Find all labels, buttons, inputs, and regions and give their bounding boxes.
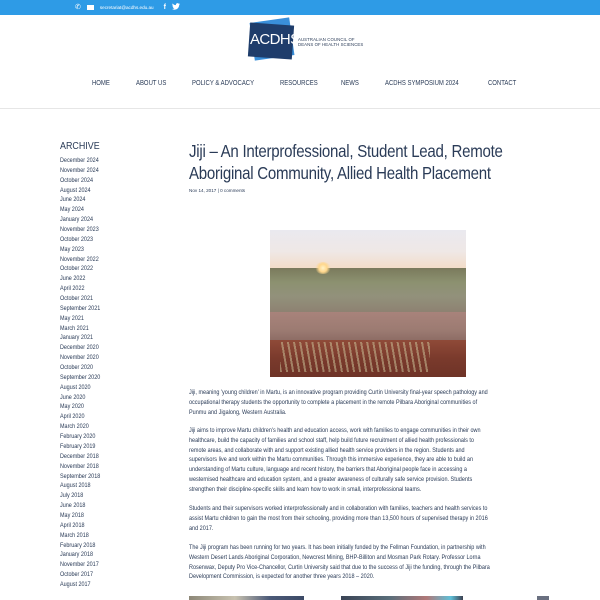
email-link[interactable]: secretariat@acdhs.edu.au bbox=[99, 5, 154, 10]
post-date: Nov 14, 2017 bbox=[189, 188, 217, 193]
archive-item bbox=[60, 156, 157, 166]
post-title-line2: Aboriginal Community, Allied Health Placement bbox=[189, 163, 491, 183]
paragraph-line: and 2017. bbox=[189, 524, 214, 532]
archive-link[interactable]: May 2023 bbox=[60, 245, 84, 253]
archive-link[interactable]: August 2017 bbox=[60, 580, 91, 588]
archive-item bbox=[60, 442, 157, 452]
paragraph-line: Western Desert Lands Aboriginal Corporation, Newcrest Mining, BHP-Billiton and Mosman Park Rotary. Professor Lorna bbox=[189, 553, 481, 561]
archive-item bbox=[60, 511, 157, 521]
archive-link[interactable]: November 2020 bbox=[60, 354, 99, 362]
archive-item bbox=[60, 531, 157, 541]
paragraph-line: occupational therapy students the opportunity to complete a placement in the remote Pilbara Aboriginal communities of bbox=[189, 398, 478, 406]
image-plain bbox=[270, 268, 466, 315]
archive-item bbox=[60, 274, 157, 284]
paragraph-line: strengthen their discipline-specific skills and learn how to work in small, interprofessional teams. bbox=[189, 485, 422, 493]
archive-link[interactable]: December 2020 bbox=[60, 344, 99, 352]
archive-link[interactable]: December 2018 bbox=[60, 452, 99, 460]
image-grass bbox=[280, 342, 430, 372]
paragraph-2 bbox=[189, 426, 549, 495]
archive-link[interactable]: February 2020 bbox=[60, 433, 96, 441]
archive-link[interactable]: June 2020 bbox=[60, 393, 86, 401]
archive-item bbox=[60, 452, 157, 462]
archive-link[interactable]: April 2018 bbox=[60, 521, 85, 529]
site-logo[interactable] bbox=[248, 20, 368, 62]
archive-item bbox=[60, 195, 157, 205]
archive-link[interactable]: June 2022 bbox=[60, 275, 86, 283]
paragraph-line: healthcare, build the capacity of families and school staff, help build future recruitment of allied health professionals to bbox=[189, 436, 474, 444]
archive-item bbox=[60, 521, 157, 531]
image-sky bbox=[270, 230, 466, 269]
archive-link[interactable]: October 2022 bbox=[60, 265, 93, 273]
archive-item bbox=[60, 462, 157, 472]
archive-link[interactable]: November 2024 bbox=[60, 166, 99, 174]
logo-tagline bbox=[298, 37, 363, 47]
archive-link[interactable]: May 2018 bbox=[60, 511, 84, 519]
paragraph-line: remote areas, and collaborate with and support existing allied health service providers in the region. Students and bbox=[189, 446, 465, 454]
archive-item bbox=[60, 412, 157, 422]
archive-link[interactable]: August 2018 bbox=[60, 482, 91, 490]
archive-item bbox=[60, 472, 157, 482]
archive-item bbox=[60, 402, 157, 412]
archive-link[interactable]: May 2020 bbox=[60, 403, 84, 411]
archive-item bbox=[60, 264, 157, 274]
paragraph-line: westernised healthcare and education system, and a greater awareness of culturally safe service provision. Students bbox=[189, 475, 473, 483]
archive-item bbox=[60, 393, 157, 403]
archive-link[interactable]: January 2018 bbox=[60, 551, 93, 559]
archive-item bbox=[60, 215, 157, 225]
archive-item bbox=[60, 294, 157, 304]
archive-item bbox=[60, 255, 157, 265]
archive-link[interactable]: March 2018 bbox=[60, 531, 89, 539]
archive-item bbox=[60, 580, 157, 590]
archive-item bbox=[60, 383, 157, 393]
archive-sidebar bbox=[60, 140, 170, 590]
archive-link[interactable]: February 2019 bbox=[60, 442, 96, 450]
logo-acronym: ACDHS bbox=[250, 31, 300, 48]
nav-symposium[interactable]: ACDHS SYMPOSIUM 2024 bbox=[385, 80, 459, 87]
archive-item bbox=[60, 225, 157, 235]
archive-link[interactable]: January 2024 bbox=[60, 216, 93, 224]
image-sun bbox=[315, 262, 331, 274]
archive-item bbox=[60, 363, 157, 373]
nav-resources[interactable]: RESOURCES bbox=[280, 80, 318, 87]
post-title-line1: Jiji – An Interprofessional, Student Lead, Remote bbox=[189, 141, 503, 161]
paragraph-line: The Jiji program has been running for two years. It has been initially funded by the Fellman Foundation, in partnership with bbox=[189, 544, 486, 551]
archive-item bbox=[60, 422, 157, 432]
archive-item bbox=[60, 176, 157, 186]
archive-link[interactable]: April 2020 bbox=[60, 413, 85, 421]
archive-list bbox=[60, 156, 170, 590]
archive-item bbox=[60, 314, 157, 324]
logo-tagline-line1: AUSTRALIAN COUNCIL OF bbox=[298, 37, 355, 42]
archive-link[interactable]: June 2018 bbox=[60, 502, 86, 510]
post-featured-image bbox=[270, 230, 466, 377]
meta-separator: | bbox=[216, 188, 221, 193]
archive-item bbox=[60, 205, 157, 215]
twitter-icon[interactable] bbox=[172, 3, 180, 12]
archive-item bbox=[60, 501, 157, 511]
archive-item bbox=[60, 373, 157, 383]
archive-item bbox=[60, 245, 157, 255]
gallery-image-3[interactable] bbox=[537, 596, 549, 600]
phone-icon[interactable]: ✆ bbox=[75, 4, 81, 11]
archive-link[interactable]: May 2021 bbox=[60, 314, 84, 322]
post-content bbox=[189, 140, 549, 581]
nav-news[interactable]: NEWS bbox=[341, 80, 359, 87]
paragraph-line: assist Martu children to gain the most from their schooling, providing more than 13,500 hours of supervised therapy in 2016 bbox=[189, 514, 488, 522]
archive-link[interactable]: October 2023 bbox=[60, 235, 93, 243]
archive-item bbox=[60, 166, 157, 176]
archive-item bbox=[60, 491, 157, 501]
comments-link[interactable]: 0 comments bbox=[220, 188, 246, 193]
paragraph-4 bbox=[189, 543, 549, 582]
archive-link[interactable]: December 2024 bbox=[60, 157, 99, 164]
paragraph-line: Rosenwax, Deputy Pro Vice-Chancellor, Curtin University said that due to the success of Jiji the funding, through the Pilbara bbox=[189, 563, 490, 571]
paragraph-line: understanding of Martu culture, language and recent history, the barriers that Aboriginal people face in accessing a bbox=[189, 466, 467, 474]
archive-item bbox=[60, 560, 157, 570]
archive-link[interactable]: September 2020 bbox=[60, 373, 101, 381]
archive-item bbox=[60, 550, 157, 560]
post-title bbox=[189, 140, 550, 184]
archive-item bbox=[60, 343, 157, 353]
archive-link[interactable]: September 2021 bbox=[60, 304, 101, 312]
archive-item bbox=[60, 570, 157, 580]
archive-link[interactable]: October 2017 bbox=[60, 571, 93, 579]
archive-link[interactable]: November 2022 bbox=[60, 255, 99, 263]
logo-tagline-line2: DEANS OF HEALTH SCIENCES bbox=[298, 42, 364, 47]
archive-link[interactable]: March 2021 bbox=[60, 324, 89, 332]
paragraph-line: supervisors live and work within the Martu communities. Through this immersive experience, they are able to build an bbox=[189, 456, 474, 464]
archive-link[interactable]: June 2024 bbox=[60, 196, 86, 204]
nav-home[interactable]: HOME bbox=[92, 80, 110, 87]
archive-item bbox=[60, 324, 157, 334]
header-divider bbox=[0, 108, 600, 109]
paragraph-line: Students and their supervisors worked interprofessionally and in collaboration with families, teachers and health services to bbox=[189, 505, 488, 512]
archive-link[interactable]: November 2018 bbox=[60, 462, 99, 470]
image-gallery bbox=[189, 596, 549, 600]
archive-item bbox=[60, 333, 157, 343]
archive-link[interactable]: November 2017 bbox=[60, 561, 99, 569]
top-bar-contacts bbox=[75, 2, 180, 13]
paragraph-line: Development Commission, is expected for another three years 2018 – 2020. bbox=[189, 573, 375, 581]
archive-link[interactable]: February 2018 bbox=[60, 541, 96, 549]
archive-link[interactable]: January 2021 bbox=[60, 334, 93, 342]
archive-item bbox=[60, 186, 157, 196]
archive-link[interactable]: May 2024 bbox=[60, 206, 84, 214]
archive-heading: ARCHIVE bbox=[60, 140, 100, 152]
main-nav bbox=[0, 80, 600, 94]
paragraph-line: Jiji, meaning 'young children' in Martu, is an innovative program providing Curtin University final-year speech pathology and bbox=[189, 389, 488, 396]
envelope-icon bbox=[87, 5, 94, 10]
image-flat bbox=[270, 312, 466, 342]
archive-link[interactable]: October 2021 bbox=[60, 295, 93, 303]
paragraph-3 bbox=[189, 504, 549, 533]
archive-link[interactable]: March 2020 bbox=[60, 423, 89, 431]
top-bar bbox=[0, 0, 600, 15]
archive-link[interactable]: November 2023 bbox=[60, 226, 99, 234]
gallery-image-1[interactable] bbox=[189, 596, 304, 600]
archive-item bbox=[60, 235, 157, 245]
archive-item bbox=[60, 304, 157, 314]
archive-link[interactable]: October 2020 bbox=[60, 364, 93, 372]
paragraph-line: Punmu and Jigalong, Western Australia. bbox=[189, 408, 287, 416]
paragraph-line: Jiji aims to improve Martu children's health and education access, work with families to engage communities in their own bbox=[189, 427, 481, 434]
nav-about-us[interactable]: ABOUT US bbox=[136, 80, 167, 87]
archive-link[interactable]: August 2020 bbox=[60, 383, 91, 391]
facebook-icon[interactable]: f bbox=[163, 4, 166, 11]
archive-link[interactable]: October 2024 bbox=[60, 176, 93, 184]
archive-item bbox=[60, 353, 157, 363]
nav-policy-advocacy[interactable]: POLICY & ADVOCACY bbox=[192, 80, 255, 87]
paragraph-1 bbox=[189, 388, 549, 417]
post-meta bbox=[189, 188, 549, 193]
archive-link[interactable]: July 2018 bbox=[60, 492, 84, 500]
archive-link[interactable]: August 2024 bbox=[60, 186, 91, 194]
archive-item bbox=[60, 284, 157, 294]
nav-contact[interactable]: CONTACT bbox=[488, 80, 517, 87]
archive-link[interactable]: April 2022 bbox=[60, 285, 85, 293]
archive-item bbox=[60, 432, 157, 442]
archive-link[interactable]: September 2018 bbox=[60, 472, 101, 480]
gallery-image-2[interactable] bbox=[341, 596, 463, 600]
archive-item bbox=[60, 481, 157, 491]
archive-item bbox=[60, 541, 157, 551]
